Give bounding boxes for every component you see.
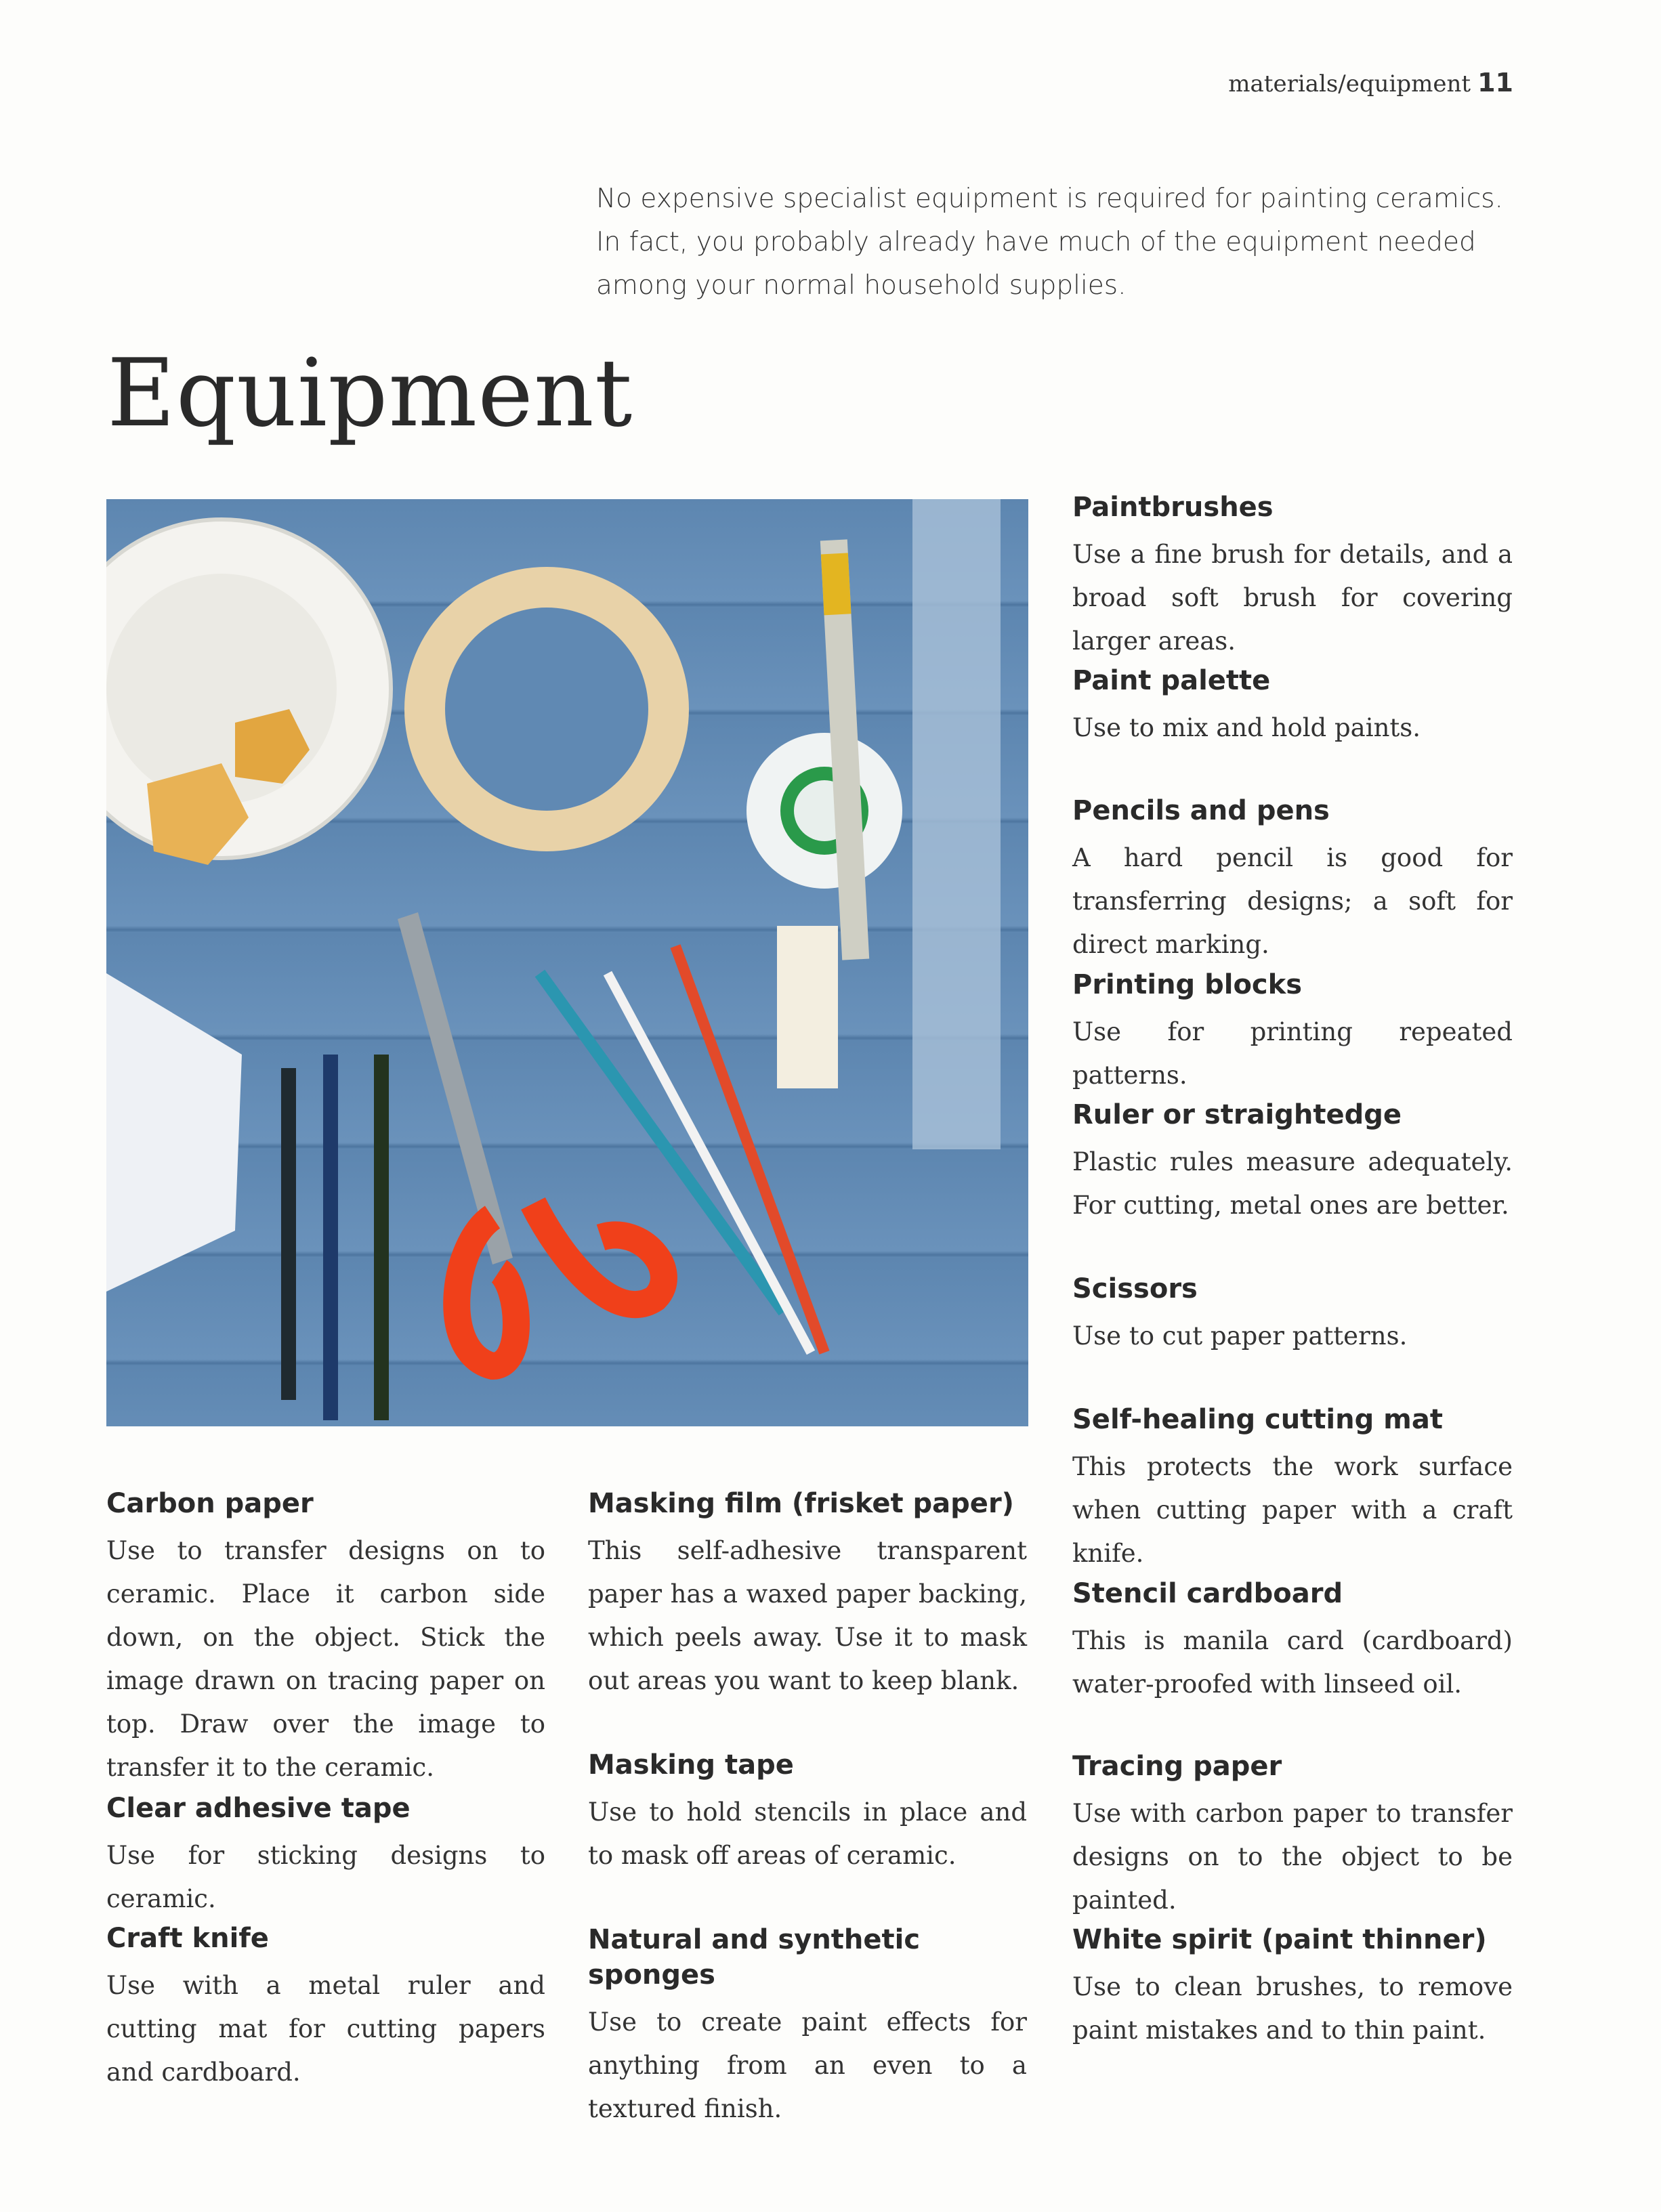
item-heading: Tracing paper — [1072, 1751, 1282, 1782]
section-name: materials/equipment — [1228, 70, 1471, 98]
item-heading: Paint palette — [1072, 665, 1271, 696]
item-stencil-cardboard — [1072, 1576, 1513, 1706]
item-pencils-pens — [1072, 793, 1513, 966]
item-text: Use to transfer designs on to ceramic. Place it carbon side down, on the object. Stick the image drawn on tracing paper on top. Draw over the image to transfer it to the ceramic. — [106, 1536, 545, 1782]
item-text: A hard pencil is good for transferring designs; a soft for direct marking. — [1072, 843, 1513, 959]
item-paint-palette — [1072, 663, 1513, 750]
item-heading: Stencil cardboard — [1072, 1578, 1343, 1609]
item-printing-blocks — [1072, 967, 1513, 1097]
item-text: Use to clean brushes, to remove paint mistakes and to thin paint. — [1072, 1972, 1513, 2045]
item-text: Plastic rules measure adequately. For cutting, metal ones are better. — [1072, 1147, 1513, 1220]
item-masking-tape — [588, 1747, 1027, 1877]
item-craft-knife — [106, 1921, 545, 2094]
intro-paragraph: No expensive specialist equipment is required for painting ceramics. In fact, you probably already have much of the equipment needed among your normal household supplies. — [596, 184, 1503, 301]
item-text: Use a fine brush for details, and a broad soft brush for covering larger areas. — [1072, 540, 1513, 656]
item-text: Use with a metal ruler and cutting mat for cutting papers and cardboard. — [106, 1971, 545, 2087]
item-white-spirit — [1072, 1922, 1513, 2052]
item-ruler — [1072, 1097, 1513, 1227]
page-title: Equipment — [107, 339, 633, 448]
item-sponges — [588, 1922, 1027, 2131]
item-carbon-paper — [106, 1486, 545, 1789]
item-text: Use to hold stencils in place and to mask off areas of ceramic. — [588, 1798, 1027, 1870]
item-heading: Pencils and pens — [1072, 795, 1330, 826]
item-tracing-paper — [1072, 1749, 1513, 1922]
item-text: This is manila card (cardboard) water-proofed with linseed oil. — [1072, 1626, 1513, 1699]
item-heading: Masking tape — [588, 1749, 794, 1781]
running-header — [1228, 68, 1513, 98]
item-clear-tape — [106, 1791, 545, 1921]
equipment-photo — [106, 499, 1028, 1426]
item-scissors — [1072, 1271, 1513, 1358]
item-heading: Printing blocks — [1072, 969, 1303, 1000]
item-text: Use to create paint effects for anything from an even to a textured finish. — [588, 2007, 1027, 2123]
item-text: Use to cut paper patterns. — [1072, 1321, 1408, 1350]
item-text: Use to mix and hold paints. — [1072, 713, 1421, 742]
item-heading: Natural and synthetic sponges — [588, 1924, 921, 1991]
item-heading: Masking film (frisket paper) — [588, 1488, 1014, 1519]
item-heading: Scissors — [1072, 1273, 1198, 1304]
item-heading: White spirit (paint thinner) — [1072, 1924, 1487, 1955]
item-heading: Craft knife — [106, 1923, 269, 1954]
item-heading: Carbon paper — [106, 1488, 314, 1519]
item-heading: Ruler or straightedge — [1072, 1099, 1402, 1130]
item-text: Use for printing repeated patterns. — [1072, 1017, 1513, 1090]
item-text: This self-adhesive transparent paper has a waxed paper backing, which peels away. Use it to mask out areas you want to keep blank. — [588, 1536, 1027, 1695]
item-text: Use for sticking designs to ceramic. — [106, 1841, 545, 1913]
page-number: 11 — [1477, 68, 1513, 98]
item-text: Use with carbon paper to transfer designs on to the object to be painted. — [1072, 1799, 1513, 1915]
equipment-illustration — [106, 499, 1028, 1426]
item-paintbrushes — [1072, 490, 1513, 663]
item-heading: Clear adhesive tape — [106, 1793, 411, 1824]
item-heading: Paintbrushes — [1072, 492, 1274, 523]
item-heading: Self-healing cutting mat — [1072, 1404, 1443, 1435]
item-text: This protects the work surface when cutting paper with a craft knife. — [1072, 1452, 1513, 1568]
item-cutting-mat — [1072, 1402, 1513, 1575]
item-masking-film — [588, 1486, 1027, 1703]
